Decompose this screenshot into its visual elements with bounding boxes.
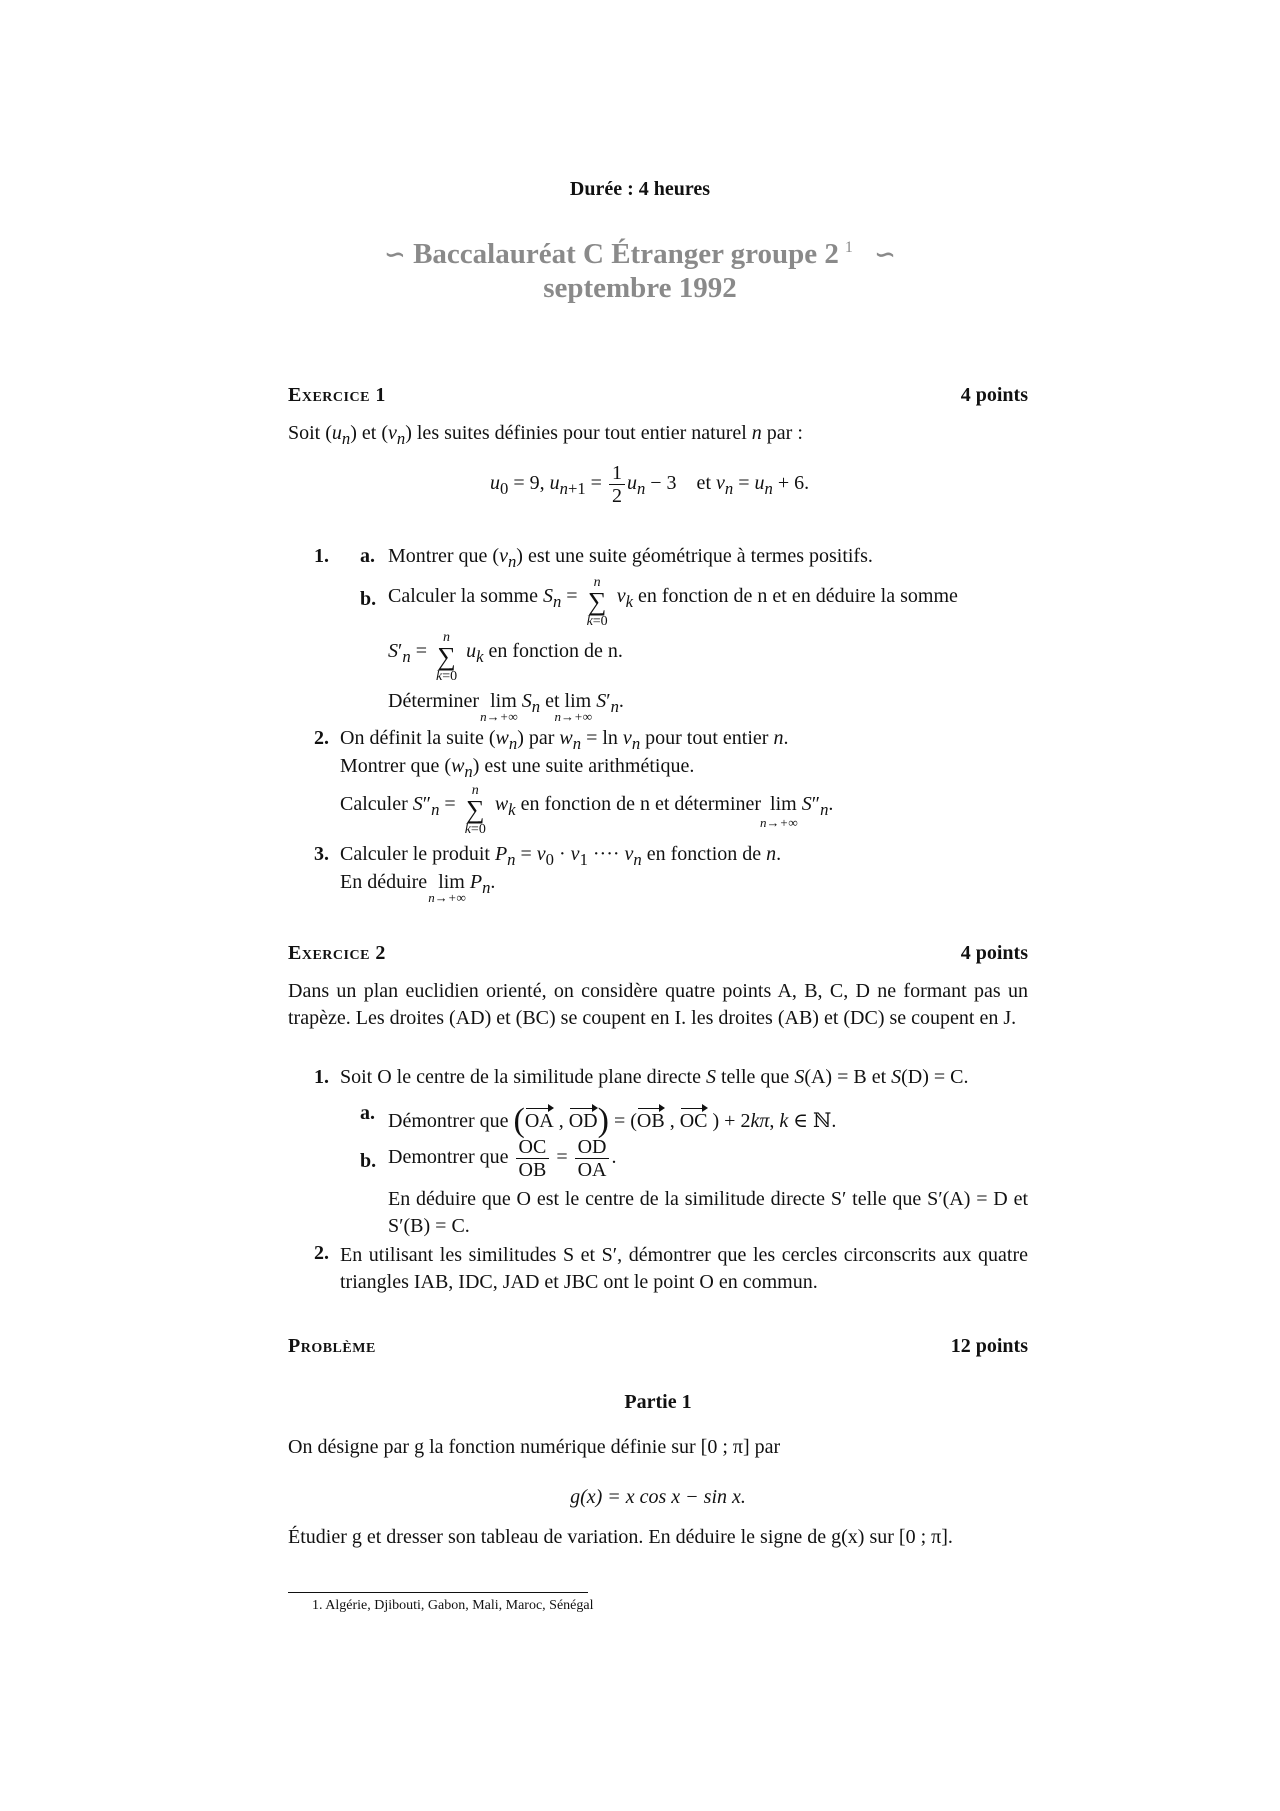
- footnote: 1. Algérie, Djibouti, Gabon, Mali, Maroc, Sénégal: [312, 1598, 594, 1613]
- problem-heading: Problème: [288, 1335, 376, 1357]
- footnote-mark: 1: [844, 239, 853, 257]
- title-line-2: septembre 1992: [543, 272, 737, 304]
- problem-task: Étudier g et dresser son tableau de variation. En déduire le signe de g(x) sur [0 ; π].: [288, 1526, 953, 1548]
- ex1-qb-line2: $S'_n = n$ ∑ k=0 $u_k$ en fonction de n.: [388, 630, 623, 684]
- duration: Durée : 4 heures: [569, 178, 711, 200]
- q3-line2: En déduire: [340, 871, 428, 893]
- part-1-heading: Partie 1: [624, 1391, 692, 1413]
- ex1-q3-line2: En déduire lim n→+∞ $P_n$.: [340, 871, 496, 905]
- qb-text-3: en fonction de n.: [488, 640, 623, 662]
- ex2-q1-text: Soit O le centre de la similitude plane directe S telle que S(A) = B et S(D) = C.: [340, 1066, 969, 1088]
- ex1-q2-line2: Montrer que $(w_n)$ est une suite arithmétique.: [340, 755, 695, 781]
- page-title: [0, 238, 1280, 271]
- problem-formula: g(x) = x cos x − sin x.: [570, 1486, 746, 1508]
- ex2-qa-text: Démontrer que (OA , OD) = (OB , OC ) + 2kπ, k ∈ ℕ.: [388, 1102, 837, 1139]
- exercise-1-points: 4 points: [960, 384, 1028, 406]
- ex2-q2-number: 2.: [314, 1242, 329, 1264]
- ex1-q2-number: 2.: [314, 727, 329, 749]
- exercise-1-intro: Soit $(u_n)$ et $(v_n)$ les suites définies pour tout entier naturel n par :: [288, 422, 803, 448]
- sequence-definition: $u_0 = 9$, $u_{n+1}$ = $\frac{1}{2}$ $u_n - 3$ et $v_n = u_n + 6$.: [490, 462, 810, 507]
- ex1-qa-text: Montrer que $(v_n)$ est une suite géométrique à termes positifs.: [388, 545, 873, 571]
- exercise-2-intro: Dans un plan euclidien orienté, on considère quatre points A, B, C, D ne formant pas un trapèze. Les droites (AD) et (BC) se coupent en I. les droites (AB) et (DC) se coupent en J.: [288, 980, 1028, 1029]
- ex1-q1-number: 1.: [314, 545, 329, 567]
- qb-text-1: Calculer la somme: [388, 585, 538, 607]
- ex2-q1-number: 1.: [314, 1066, 329, 1088]
- ornament-left: ∽: [384, 240, 406, 269]
- exercise-2-points: 4 points: [960, 942, 1028, 964]
- ex1-qb-line3: Déterminer lim n→+∞ $S_n$ et lim n→+∞ $S'_n$.: [388, 690, 624, 724]
- ex2-qb-text: Demontrer que $\frac{OC}{OB}$ = $\frac{OD}{OA}$ .: [388, 1136, 617, 1181]
- ex1-q3-number: 3.: [314, 843, 329, 865]
- footnote-rule: [288, 1592, 588, 1593]
- ex1-qb-label: b.: [360, 588, 377, 610]
- title-line-1: Baccalauréat C Étranger groupe 2: [413, 238, 839, 270]
- problem-points: 12 points: [950, 1335, 1028, 1357]
- qb-text-2: en fonction de n et en déduire la somme: [637, 585, 958, 607]
- ex1-q3-line1: Calculer le produit $P_n = v_0 \cdot v_1$ ···· $v_n$ en fonction de n.: [340, 843, 782, 869]
- ex2-q2-text: En utilisant les similitudes S et S′, démontrer que les cercles circonscrits aux quatre triangles IAB, IDC, JAD et JBC ont le point O en commun.: [340, 1244, 1028, 1293]
- ex2-qa-prefix: Démontrer que: [388, 1110, 509, 1132]
- ex1-qb-line1: Calculer la somme $S_n = n$ ∑ k=0 $v_k$ en fonction de n et en déduire la somme: [388, 575, 958, 629]
- ornament-right: ∽: [874, 240, 896, 269]
- ex1-qa-label: a.: [360, 545, 375, 567]
- exercise-1-heading: Exercice 1: [288, 384, 386, 406]
- problem-intro: On désigne par g la fonction numérique définie sur [0 ; π] par: [288, 1436, 781, 1458]
- ex2-qb-cont: En déduire que O est le centre de la similitude directe S′ telle que S′(A) = D et S′(B) = C.: [388, 1188, 1028, 1237]
- ex2-qb-label: b.: [360, 1150, 377, 1172]
- ex1-q2-line1: On définit la suite $(w_n)$ par $w_n = \ln v_n$ pour tout entier n.: [340, 727, 789, 753]
- ex2-qb-prefix: Demontrer que: [388, 1146, 509, 1169]
- ex2-qa-label: a.: [360, 1102, 375, 1124]
- q2-line3b: en fonction de n et déterminer: [520, 793, 762, 815]
- ex1-q2-line3: Calculer $S''_n = n$ ∑ k=0 $w_k$ en fonction de n et déterminer lim n→+∞ $S''_n$.: [340, 783, 834, 837]
- exercise-2-heading: Exercice 2: [288, 942, 386, 964]
- q2-line3a: Calculer: [340, 793, 408, 815]
- qb-text-4: Déterminer: [388, 690, 480, 712]
